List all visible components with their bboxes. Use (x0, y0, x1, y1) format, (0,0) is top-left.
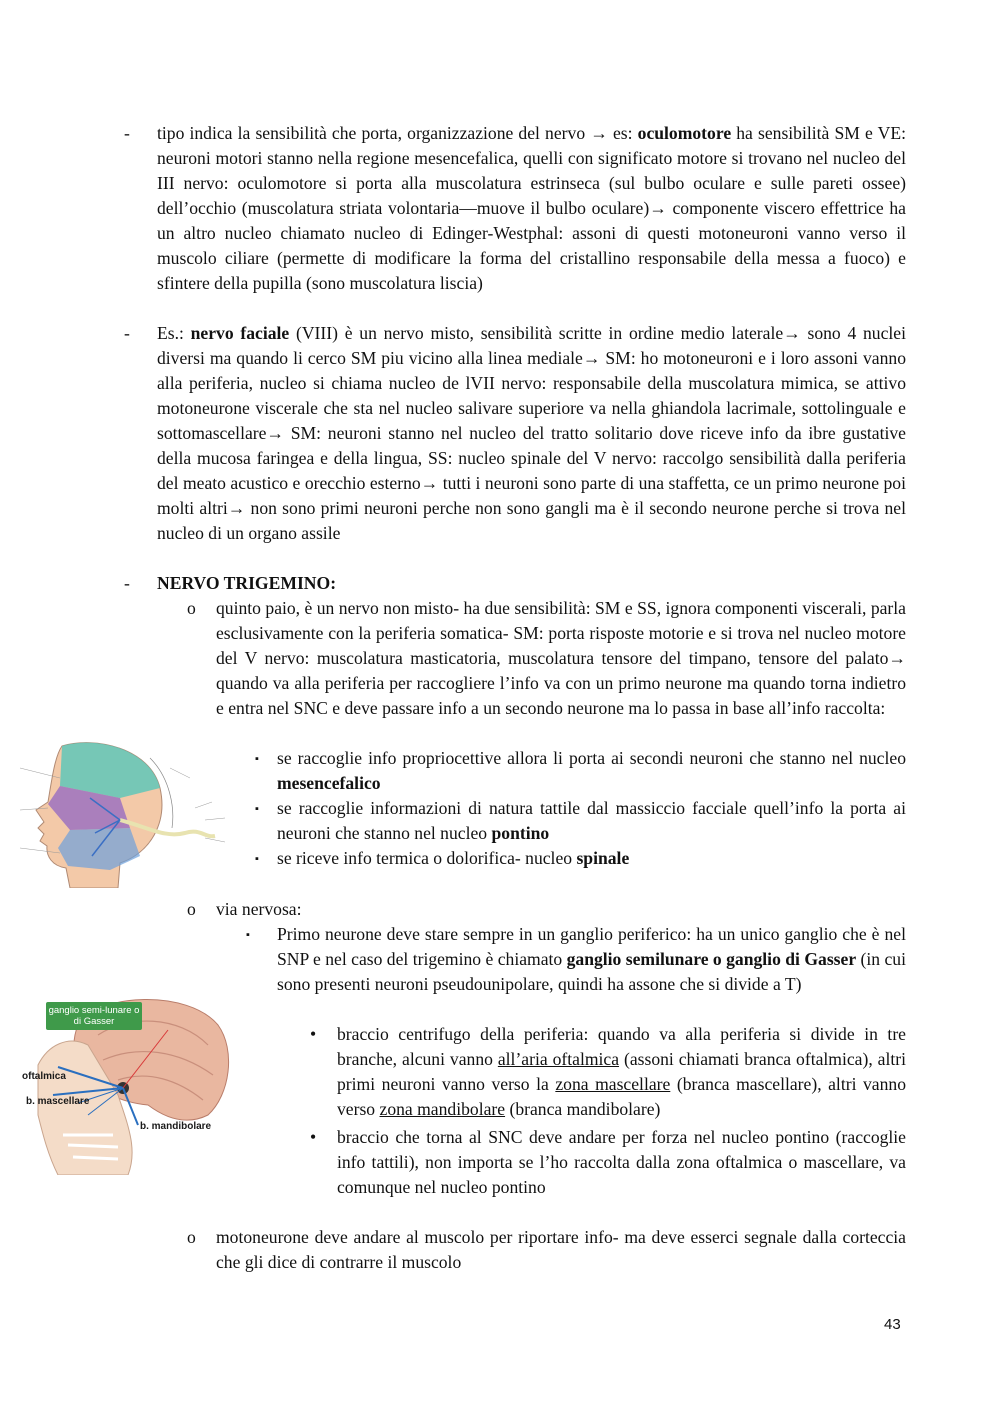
text-run: tipo indica la sensibilità che porta, organizzazione del nervo → es: (157, 123, 638, 143)
paragraph-via-nervosa: via nervosa: (216, 899, 302, 919)
item-braccio-snc: braccio che torna al SNC deve andare per forza nel nucleo pontino (raccoglie info tattili), non importa se l’ho raccolta dalla zona oftalmica o mascellare, va comunque nel nucleo pontino (337, 1127, 906, 1197)
text-run: ha sensibilità SM e VE: neuroni motori stanno nella regione mesencefalica, quelli con significato motore si trovano nel nucleo del III nervo: oculomotore si porta alla muscolatura estrinseca (sul bulbo oculare e sulle pareti ossee) dell’occhio (muscolatura striata volontaria—muove il bulbo oculare)→ componente viscero effettrice ha un altro nucleo chiamato nucleo di Edinger-Westphal: assoni di questi motoneuroni vanno verso il muscolo ciliare (permette di modificare la forma del cristallino responsabile della messa a fuoco) e sfintere della pupilla (sono muscolatura liscia) (157, 123, 906, 293)
text-run: Es.: (157, 323, 191, 343)
underlined-term: zona mascellare (555, 1074, 671, 1094)
dash-marker: - (124, 323, 130, 343)
underlined-term: all’aria oftalmica (497, 1049, 620, 1069)
text-run: Primo neurone deve stare sempre in un ganglio periferico: ha un unico ganglio che è nel SNP e nel caso del trigemino è chiamato (277, 924, 906, 969)
paragraph-nervo-faciale (157, 321, 906, 546)
label-mandibolare: b. mandibolare (140, 1121, 212, 1132)
bold-term: oculomotore (637, 123, 732, 143)
paragraph-quinto-paio: quinto paio, è un nervo non misto- ha due sensibilità: SM e SS, ignora componenti viscerali, parla esclusivamente con la periferia somatica- SM: porta risposte motorie e si trova nel nucleo motore del V nervo: muscolatura masticatoria, muscolatura tensore del timpano, tensore del palato→ quando va alla periferia per raccogliere l’info va con un primo neurone ma quando torna indietro e entra nel SNC e deve passare info a un secondo neurone ma lo passa in base all’info raccolta: (216, 598, 906, 718)
item-pontino (277, 796, 906, 846)
text-run: braccio centrifugo della periferia: quando va alla periferia si divide in tre branche, alcuni vanno (337, 1024, 906, 1069)
underlined-term: zona mandibolare (379, 1099, 506, 1119)
square-marker: ▪ (255, 853, 259, 865)
text-run: se riceve info termica o dolorifica- nucleo (277, 848, 577, 868)
dash-marker: - (124, 573, 130, 593)
text-run: (branca mascellare), altri vanno verso (337, 1074, 906, 1119)
label-oftalmica: oftalmica (22, 1071, 66, 1082)
heading-trigemino (157, 571, 906, 596)
item-braccio-centrifugo (337, 1022, 906, 1122)
circle-marker: o (187, 899, 196, 919)
text-run: (VIII) è un nervo misto, sensibilità scritte in ordine medio laterale→ sono 4 nuclei diversi ma quando li cerco SM piu vicino alla linea mediale→ SM: ho motoneuroni e i loro assoni vanno alla periferia, nucleo si chiama nucleo de lVII nervo: responsabile della muscolatura mimica, se attivo motoneurone viscerale che sta nel nucleo salivare superiore va nella ghiandola lacrimale, sottolinguale e sottomascellare→ SM: neuroni stanno nel nucleo del tratto solitario dove riceve info da ibre gustative della mucosa faringea e della lingua, SS: nucleo spinale del V nervo: raccolgo sensibilità dalla periferia del meato acustico e orecchio esterno→ tutti i neuroni sono parte di una staffetta, ce un primo neurone poi molti altri→ non sono primi neuroni perche non sono gangli ma è il secondo neurone perche si trova nel nucleo di un organo assile (157, 323, 907, 543)
dot-marker: • (310, 1127, 317, 1147)
text-run: (assoni chiamati branca oftalmica), altri primi neuroni vanno verso la (337, 1049, 906, 1094)
item-mesencefalico (277, 746, 906, 796)
bold-term: pontino (491, 823, 550, 843)
bold-term: mesencefalico (277, 773, 381, 793)
page-number: 43 (884, 1316, 901, 1333)
square-marker: ▪ (255, 753, 259, 765)
paragraph-oculomotore (157, 121, 906, 296)
text-run: (in cui sono presenti neuroni pseudounipolare, quindi ha assone che si divide a T) (277, 949, 906, 994)
bold-term: spinale (576, 848, 630, 868)
text-run: se raccoglie informazioni di natura tattile dal massiccio facciale quell’info la porta ai neuroni che stanno nel nucleo (277, 798, 906, 843)
circle-marker: o (187, 1227, 196, 1247)
gasser-ganglion-badge: ganglio semi-lunare o di Gasser (46, 1002, 142, 1030)
bold-term: nervo faciale (190, 323, 290, 343)
bold-term: NERVO TRIGEMINO: (157, 573, 337, 593)
dot-marker: • (310, 1024, 317, 1044)
paragraph-motoneurone: motoneurone deve andare al muscolo per riportare info- ma deve esserci segnale dalla corteccia che gli dice di contrarre il muscolo (216, 1227, 906, 1272)
label-mascellare: b. mascellare (26, 1096, 90, 1107)
item-spinale (277, 846, 906, 871)
circle-marker: o (187, 598, 196, 618)
item-primo-neurone (277, 922, 906, 997)
bold-term: ganglio semilunare o ganglio di Gasser (566, 949, 857, 969)
dash-marker: - (124, 123, 130, 143)
trigeminal-face-illustration (0, 738, 238, 888)
text-run: (branca mandibolare) (505, 1099, 661, 1119)
text-run: se raccoglie info propriocettive allora li porta ai secondi neuroni che stanno nel nucleo (277, 748, 906, 768)
square-marker: ▪ (255, 803, 259, 815)
square-marker: ▪ (246, 929, 250, 941)
